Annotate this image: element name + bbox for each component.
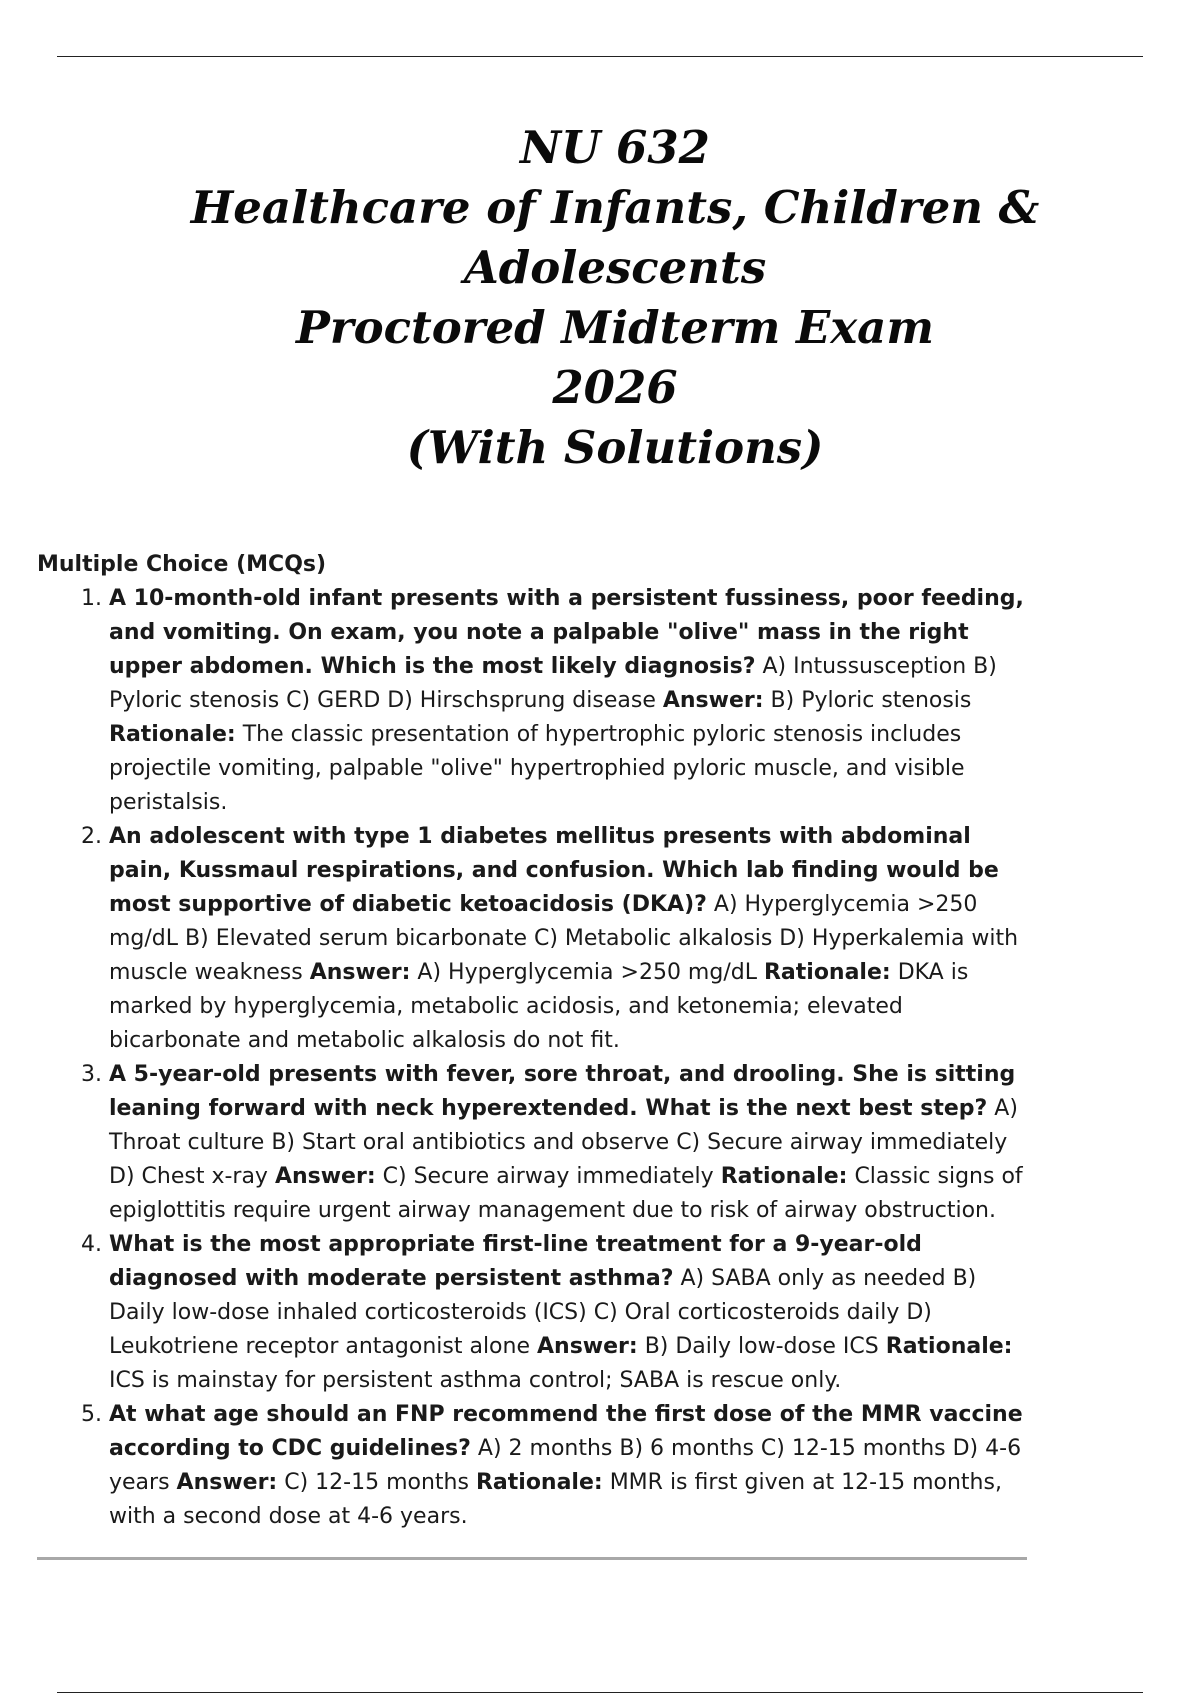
answer-label: Answer: <box>537 1334 638 1359</box>
question-stem: A 10-month-old infant presents with a persistent fussiness, poor feeding, and vomiting. On exam, you note a palpable "olive" mass in the right upper abdomen. Which is the most likely diagnosis? <box>109 586 1024 679</box>
rationale-text: DKA is marked by hyperglycemia, metabolic acidosis, and ketonemia; elevated bicarbonate and metabolic alkalosis do not fit. <box>109 960 969 1053</box>
question-list <box>37 582 1037 1534</box>
title-subtitle: (With Solutions) <box>406 421 824 474</box>
question-stem: An adolescent with type 1 diabetes mellitus presents with abdominal pain, Kussmaul respirations, and confusion. Which lab finding would be most supportive of diabetic ketoacidosis (DKA)? <box>109 824 999 917</box>
answer-text: C) Secure airway immediately <box>382 1164 714 1189</box>
rationale-label: Rationale: <box>109 722 236 747</box>
answer-label: Answer: <box>309 960 411 985</box>
question-stem: At what age should an FNP recommend the first dose of the MMR vaccine according to CDC guidelines? <box>109 1402 1023 1461</box>
question-item <box>109 582 1037 820</box>
question-options: A) Throat culture B) Start oral antibiotics and observe C) Secure airway immediately D) Chest x-ray <box>109 1096 1018 1189</box>
answer-text: B) Pyloric stenosis <box>770 688 972 713</box>
question-options: A) Intussusception B) Pyloric stenosis C) GERD D) Hirschsprung disease <box>109 654 997 713</box>
question-item <box>109 1398 1037 1534</box>
rationale-label: Rationale: <box>720 1164 848 1189</box>
rationale-label: Rationale: <box>475 1470 603 1495</box>
answer-label: Answer: <box>274 1164 376 1189</box>
question-item <box>109 820 1037 1058</box>
rationale-text: Classic signs of epiglottitis require urgent airway management due to risk of airway obstruction. <box>109 1164 1023 1223</box>
rationale-label: Rationale: <box>885 1334 1013 1359</box>
section-divider <box>37 1557 1027 1560</box>
answer-text: C) 12-15 months <box>284 1470 469 1495</box>
rationale-text: MMR is first given at 12-15 months, with a second dose at 4-6 years. <box>109 1470 1002 1529</box>
question-stem: A 5-year-old presents with fever, sore throat, and drooling. She is sitting leaning forward with neck hyperextended. What is the next best step? <box>109 1062 1016 1121</box>
top-rule <box>57 56 1143 57</box>
question-stem: What is the most appropriate first-line treatment for a 9-year-old diagnosed with moderate persistent asthma? <box>109 1232 922 1291</box>
title-exam-type: Proctored Midterm Exam <box>296 301 934 354</box>
rationale-label: Rationale: <box>763 960 891 985</box>
answer-text: A) Hyperglycemia >250 mg/dL <box>417 960 757 985</box>
question-options: A) SABA only as needed B) Daily low-dose inhaled corticosteroids (ICS) C) Oral corticosteroids daily D) Leukotriene receptor antagonist alone <box>109 1266 977 1359</box>
title-course-code: NU 632 <box>520 121 710 174</box>
question-options: A) 2 months B) 6 months C) 12-15 months D) 4-6 years <box>109 1436 1022 1495</box>
document-title <box>140 118 1090 478</box>
bottom-rule <box>57 1692 1143 1693</box>
question-options: A) Hyperglycemia >250 mg/dL B) Elevated serum bicarbonate C) Metabolic alkalosis D) Hyperkalemia with muscle weakness <box>109 892 1019 985</box>
question-item <box>109 1228 1037 1398</box>
section-heading: Multiple Choice (MCQs) <box>37 552 327 577</box>
title-year: 2026 <box>552 361 678 414</box>
answer-text: B) Daily low-dose ICS <box>644 1334 879 1359</box>
title-course-name: Healthcare of Infants, Children & <box>190 181 1040 234</box>
rationale-text: ICS is mainstay for persistent asthma control; SABA is rescue only. <box>109 1368 842 1393</box>
answer-label: Answer: <box>176 1470 278 1495</box>
rationale-text: The classic presentation of hypertrophic pyloric stenosis includes projectile vomiting, palpable "olive" hypertrophied pyloric muscle, and visible peristalsis. <box>109 722 965 815</box>
title-course-name-cont: Adolescents <box>463 241 767 294</box>
exam-content <box>37 548 1037 1534</box>
answer-label: Answer: <box>662 688 764 713</box>
question-item <box>109 1058 1037 1228</box>
